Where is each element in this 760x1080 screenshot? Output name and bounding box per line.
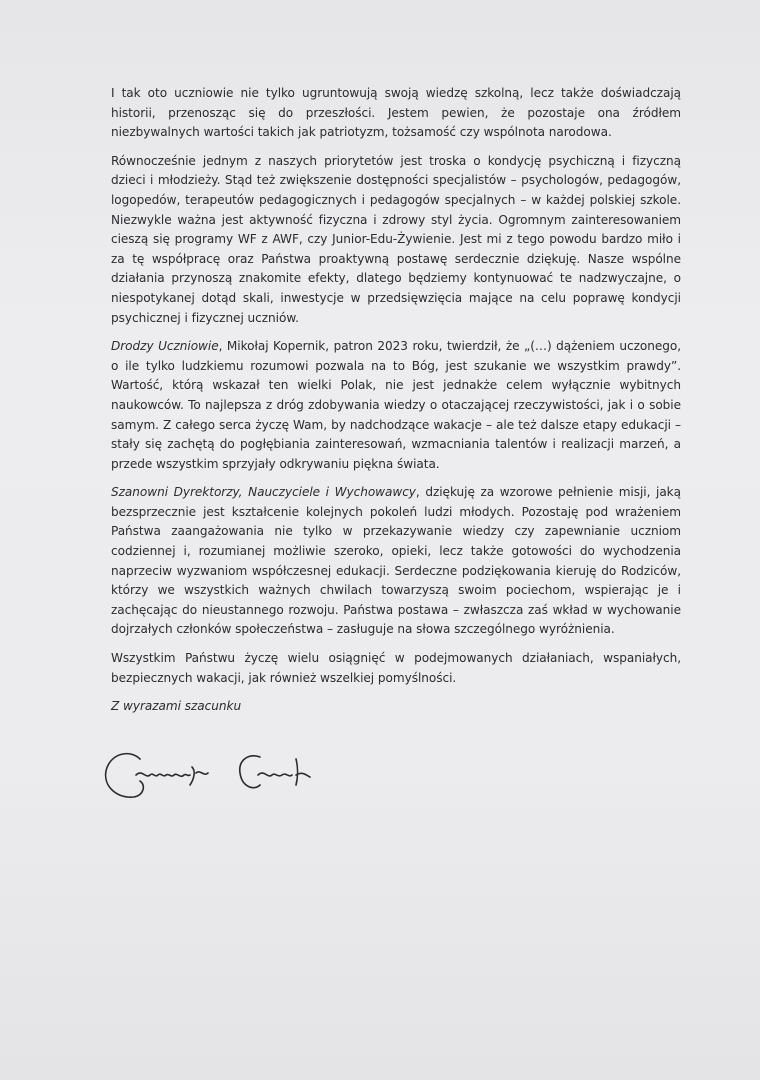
letter-body — [111, 84, 681, 726]
paragraph-teachers-text: , dziękuję za wzorowe pełnienie misji, jaką bezsprzecznie jest kształcenie kolejnych pokoleń ludzi młodych. Pozostaję pod wrażeniem Państwa zaangażowania nie tylko w przekazywanie wiedzy czy zapewnianie uczniom codziennej i, rozumianej możliwie szeroko, opieki, lecz także gotowości do wychodzenia naprzeciw wyzwaniom współczesnej edukacji. Serdeczne podziękowania kieruję do Rodziców, którzy we wszystkich ważnych chwilach towarzyszą swoim pociechom, wspierając je i zachęcając do nieustannego rozwoju. Państwa postawa – zwłaszcza zaś wkład w wychowanie dojrzałych członków społeczeństwa – zasługuje na słowa szczególnego wyróżnienia. — [111, 485, 681, 636]
paragraph-history: I tak oto uczniowie nie tylko ugruntowują swoją wiedzę szkolną, lecz także doświadczają historii, przenosząc się do przeszłości. Jestem pewien, że pozostaje ona źródłem niezbywalnych wartości takich jak patriotyzm, tożsamość czy wspólnota narodowa. — [111, 84, 681, 143]
handwritten-signature-icon — [100, 745, 320, 807]
closing-line: Z wyrazami szacunku — [111, 697, 681, 717]
paragraph-students-text: , Mikołaj Kopernik, patron 2023 roku, twierdził, że „(…) dążeniem uczonego, o ile tylko ludzkiemu rozumowi pozwala na to Bóg, jest szukanie we wszystkim prawdy”. Wartość, którą wskazał ten wielki Polak, nie jest jednakże celem wyłącznie wybitnych naukowców. To najlepsza z dróg zdobywania wiedzy o otaczającej rzeczywistości, jak i o sobie samym. Z całego serca życzę Wam, by nadchodzące wakacje – ale też dalsze etapy edukacji – stały się zachętą do pogłębiania zainteresowań, wzmacniania talentów i realizacji marzeń, a przede wszystkim sprzyjały odkrywaniu piękna świata. — [111, 339, 681, 471]
paragraph-students — [111, 337, 681, 474]
paragraph-wellbeing: Równocześnie jednym z naszych priorytetów jest troska o kondycję psychiczną i fizyczną dzieci i młodzieży. Stąd też zwiększenie dostępności specjalistów – psychologów, pedagogów, logopedów, terapeutów pedagogicznych i pedagogów specjalnych – w każdej polskiej szkole. Niezwykle ważna jest aktywność fizyczna i zdrowy styl życia. Ogromnym zainteresowaniem cieszą się programy WF z AWF, czy Junior-Edu-Żywienie. Jest mi z tego powodu bardzo miło i za tę współpracę oraz Państwa proaktywną postawę serdecznie dziękuję. Nasze wspólne działania przynoszą znakomite efekty, dlatego będziemy kontynuować te nadzwyczajne, o niespotykanej dotąd skali, inwestycje w przedsięwzięcia mające na celu poprawę kondycji psychicznej i fizycznej uczniów. — [111, 152, 681, 328]
paragraph-wishes: Wszystkim Państwu życzę wielu osiągnięć w podejmowanych działaniach, wspaniałych, bezpiecznych wakacji, jak również wszelkiej pomyślności. — [111, 649, 681, 688]
salutation-students: Drodzy Uczniowie — [111, 339, 219, 353]
salutation-teachers: Szanowni Dyrektorzy, Nauczyciele i Wychowawcy — [111, 485, 416, 499]
paragraph-teachers — [111, 483, 681, 640]
